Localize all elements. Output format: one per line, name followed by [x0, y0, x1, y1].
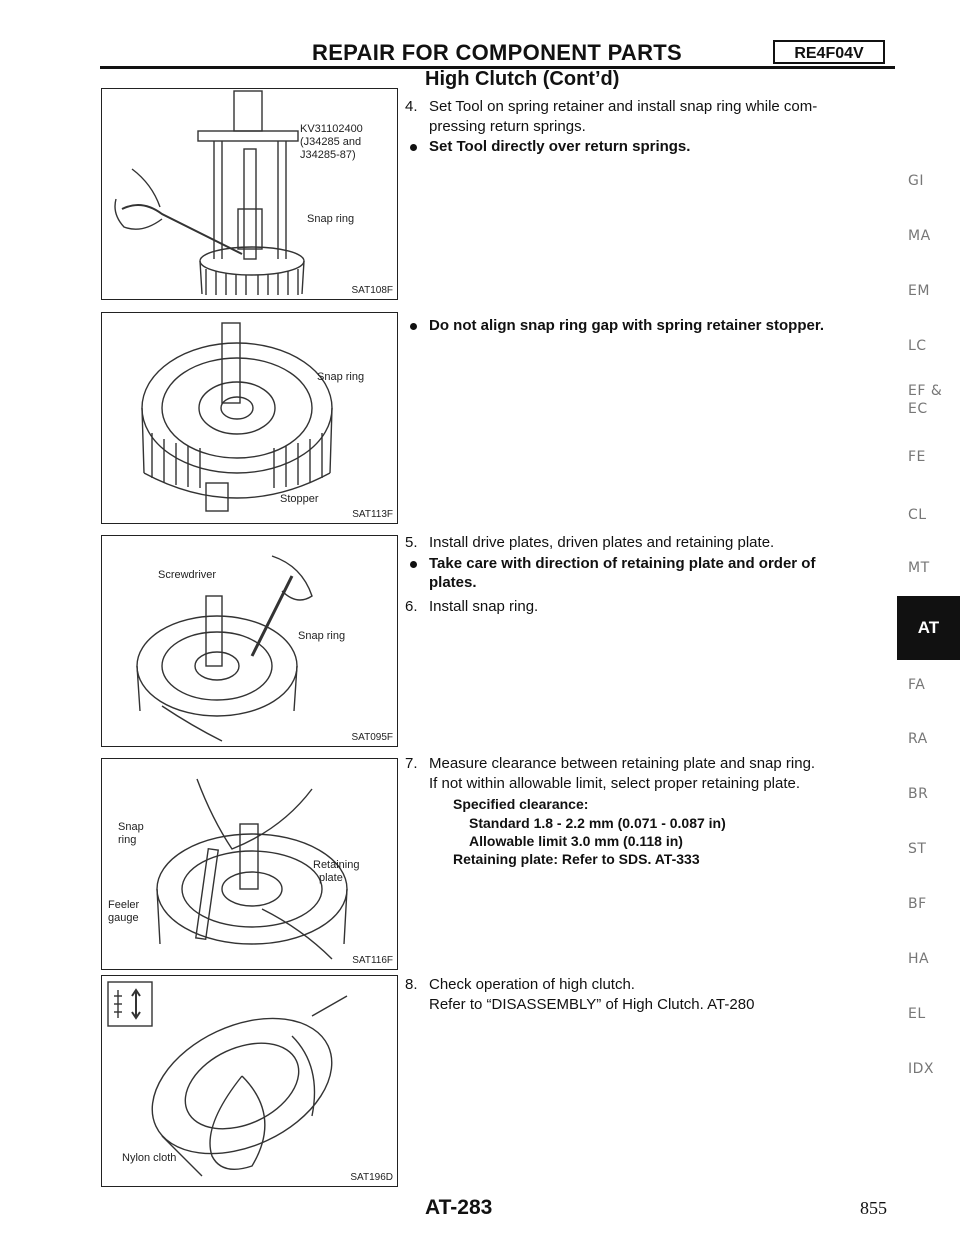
sidebar-index-cl[interactable]: CL: [908, 507, 927, 523]
spec-standard: Standard 1.8 - 2.2 mm (0.071 - 0.087 in): [469, 815, 726, 831]
figure-feeler-gauge: [101, 758, 398, 970]
page-code: AT-283: [425, 1196, 493, 1219]
step-text: Install snap ring.: [429, 598, 539, 615]
sidebar-index-ra[interactable]: RA: [908, 731, 928, 747]
step-8: [405, 975, 895, 1017]
sidebar-index-at-active[interactable]: AT: [897, 596, 960, 660]
sidebar-index-lc[interactable]: LC: [908, 338, 927, 354]
model-badge: RE4F04V: [773, 40, 885, 64]
figure-label: Nylon cloth: [122, 1152, 177, 1164]
step-text: Check operation of high clutch.: [429, 976, 635, 993]
spec-limit: Allowable limit 3.0 mm (0.118 in): [469, 833, 683, 849]
figure-code: SAT116F: [352, 955, 393, 966]
bullet-icon: [410, 144, 417, 151]
figure-stopper: [101, 312, 398, 524]
sidebar-index-fe[interactable]: FE: [908, 449, 926, 465]
figure-nylon-cloth: [101, 975, 398, 1187]
figure-label: Stopper: [280, 493, 319, 505]
figure-label: J34285-87): [300, 149, 356, 161]
step-text: Install drive plates, driven plates and retaining plate.: [429, 534, 775, 551]
figure-snap-ring-install: [101, 88, 398, 300]
sidebar-index-st[interactable]: ST: [908, 841, 927, 857]
figure-label: KV31102400: [300, 123, 363, 135]
figure-label: Screwdriver: [158, 569, 217, 581]
step-number: 6.: [405, 598, 418, 615]
step-text: Refer to “DISASSEMBLY” of High Clutch. AT-280: [429, 996, 755, 1013]
step-number: 7.: [405, 755, 418, 772]
figure-code: SAT108F: [351, 285, 393, 296]
sidebar-index-ec[interactable]: EC: [908, 401, 928, 417]
step-text: Set Tool on spring retainer and install snap ring while com-: [429, 98, 818, 115]
bullet-icon: [410, 561, 417, 568]
figure-label: plate: [319, 872, 343, 884]
sidebar-index-mt[interactable]: MT: [908, 560, 930, 576]
spec-plate: Retaining plate: Refer to SDS. AT-333: [453, 851, 700, 867]
step-text: pressing return springs.: [429, 118, 586, 135]
step-note: Do not align snap ring gap with spring retainer stopper.: [429, 317, 825, 334]
sidebar-index-fa[interactable]: FA: [908, 677, 926, 693]
figure-label: (J34285 and: [300, 136, 362, 148]
step-number: 8.: [405, 976, 418, 993]
step-number: 5.: [405, 534, 418, 551]
screwdriver-illustration: [102, 536, 399, 748]
step-4: [405, 97, 895, 157]
page-number: 855: [860, 1198, 887, 1218]
figure-label: Retaining: [313, 859, 360, 871]
figure-label: Snap: [118, 821, 144, 833]
step-6: [405, 597, 895, 619]
figure-label: Snap ring: [317, 371, 365, 383]
sidebar-index-gi[interactable]: GI: [908, 173, 924, 189]
sidebar-index-em[interactable]: EM: [908, 283, 930, 299]
spec-title: Specified clearance:: [453, 796, 589, 812]
clutch-drum-illustration: [102, 313, 399, 525]
tool-illustration: [102, 89, 399, 301]
sidebar-index-bf[interactable]: BF: [908, 896, 927, 912]
step-note: Set Tool directly over return springs.: [429, 138, 691, 155]
step-note: plates.: [429, 574, 477, 591]
step-number: 4.: [405, 98, 418, 115]
figure-label: Snap ring: [298, 630, 346, 642]
step-7: [405, 754, 895, 874]
sidebar-index-ma[interactable]: MA: [908, 228, 931, 244]
figure-label: ring: [118, 834, 137, 846]
sidebar-index-el[interactable]: EL: [908, 1006, 926, 1022]
bullet-icon: [410, 323, 417, 330]
sidebar-index-br[interactable]: BR: [908, 786, 929, 802]
sidebar-index-ha[interactable]: HA: [908, 951, 930, 967]
figure-code: SAT196D: [350, 1172, 393, 1183]
section-title: High Clutch (Cont’d): [425, 68, 620, 90]
page-title: REPAIR FOR COMPONENT PARTS: [312, 40, 682, 65]
figure-label: gauge: [108, 912, 139, 924]
figure-label: Snap ring: [307, 213, 355, 225]
figure-code: SAT095F: [351, 732, 393, 743]
figure-code: SAT113F: [352, 509, 393, 520]
sidebar-index-idx[interactable]: IDX: [908, 1061, 934, 1077]
note-snap-ring-gap: [405, 316, 895, 338]
step-text: If not within allowable limit, select proper retaining plate.: [429, 775, 801, 792]
figure-screwdriver: [101, 535, 398, 747]
sidebar-index-ef[interactable]: EF &: [908, 383, 943, 399]
step-text: Measure clearance between retaining plate and snap ring.: [429, 755, 816, 772]
step-note: Take care with direction of retaining plate and order of: [429, 555, 816, 572]
figure-label: Feeler: [108, 899, 140, 911]
